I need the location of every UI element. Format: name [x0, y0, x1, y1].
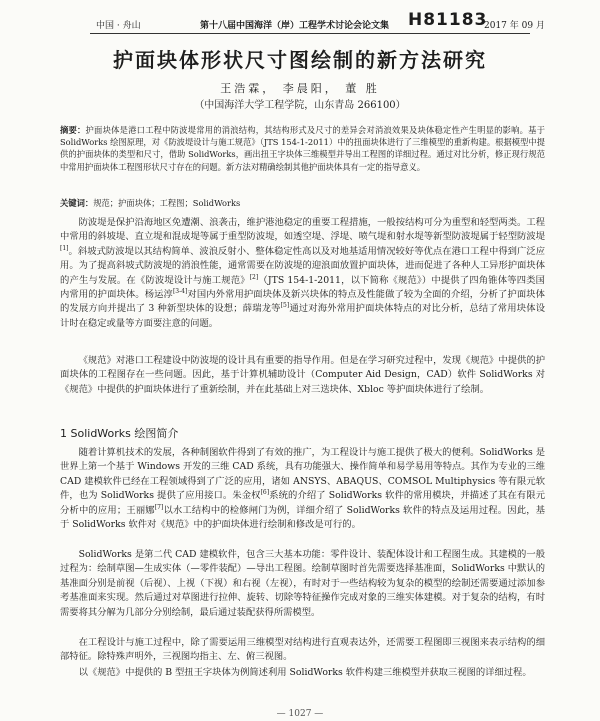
author-list: 王浩霖， 李晨阳， 董 胜: [220, 82, 380, 95]
section-1-paragraph-1: 随着计算机技术的发展，各种制图软件得到了有效的推广，为工程设计与施工提供了极大的便利。SolidWorks 是世界上第一个基于 Windows 开发的三维 CAD 系统，具有功能强大、操作简单和易学易用等特点。其作为专业的三维 CAD 建模软件已经在工程领域得到了广泛的应用，诸如 ANSYS、ABAQUS、COMSOL Multiphysics 等有限元软件，也为 SolidWorks 提供了应用接口。朱金权[6]系统的介绍了 SolidWorks 软件的常用模块，并描述了其在有限元分析中的应用；王丽娜[7]以水工结构中的检修闸门为例，详细介绍了 SolidWorks 软件的特点及运用过程。因此，基于 SolidWorks 软件对《规范》中的护面块体进行绘制和修改是可行的。: [60, 447, 545, 531]
section-1-paragraph-2: SolidWorks 是第二代 CAD 建模软件，包含三大基本功能：零件设计、装配体设计和工程图生成。其建模的一般过程为：绘制草图—生成实体（—零件装配）—导出工程图。绘制草图时首先需要选择基准面，SolidWorks 中默认的基准面分别是前视（后视）、上视（下视）和右视（左视），有时对于一些结构较为复杂的模型的绘制还需要通过添加参考基准面来实现。然后通过对草图进行拉伸、旋转、切除等特征操作完成对象的三维实体建模。对于复杂的结构，有时需要将其分解为几部分分别绘制，最后通过装配获得所需模型。: [60, 549, 545, 618]
page-number: — 1027 —: [276, 709, 324, 719]
citation: [6]: [260, 489, 270, 497]
header-date: 2017 年 09 月: [484, 21, 545, 31]
intro-paragraph-2: 《规范》对港口工程建设中防波堤的设计具有重要的指导作用。但是在学习研究过程中，发现《规范》中提供的护面块体的工程图存在一些问题。因此，基于计算机辅助设计（Computer Aid Design，CAD）软件 SolidWorks 对《规范》中提供的护面块体进行了重新绘制，并在此基础上对三迭块体、Xbloc 等护面块体进行了绘制。: [60, 355, 545, 395]
abstract-label: 摘要：: [60, 125, 86, 135]
keywords-text: 规范；护面块体；工程图；SolidWorks: [93, 198, 241, 208]
keywords-label: 关键词：: [60, 198, 94, 208]
citation: [3-4]: [172, 287, 188, 295]
intro-paragraph-1: 防波堤是保护沿海地区免遭潮、浪袭击，维护港池稳定的重要工程措施，一般按结构可分为重型和轻型两类。工程中常用的斜坡堤、直立堤和混成堤等属于重型防波堤，如透空堤、浮堤、喷气堤和射水堤等新型防波堤属于轻型防波堤[1]。斜坡式防波堤以其结构简单、波浪反射小、整体稳定性高以及对地基适用情况较好等优点在港口工程中得到广泛应用。为了提高斜坡式防波堤的消浪性能，通常需要在防波堤的迎浪面放置护面块体，进而促进了各种人工异形护面块体的产生与发展。在《防波堤设计与施工规范》[2]（JTS 154-1-2011，以下简称《规范》）中提供了四角锥体等四类国内常用的护面块体。杨运淳[3-4]对国内外常用护面块体及新兴块体的特点及性能做了较为全面的介绍，分析了护面块体的发展方向并提出了 3 种新型块体的设想；薛瑞龙等[5]通过对海外常用护面块体特点的对比分析，总结了常用块体设计时在稳定或量等方面要注意的问题。: [60, 217, 545, 329]
citation: [1]: [60, 244, 69, 252]
citation: [7]: [154, 503, 164, 511]
header-conference: 第十八届中国海洋（岸）工程学术讨论会论文集: [200, 21, 390, 31]
keywords: [60, 196, 545, 210]
section-1-paragraph-4: 以《规范》中提供的 B 型扭王字块体为例简述利用 SolidWorks 软件构建三维模型并获取三视图的详细过程。: [78, 667, 532, 678]
citation: [2]: [249, 273, 259, 281]
paper-title: 护面块体形状尺寸图绘制的新方法研究: [113, 48, 487, 72]
header-location: 中国 · 舟山: [96, 21, 141, 31]
section-1-paragraph-3: 在工程设计与施工过程中，除了需要运用三维模型对结构进行直观表达外，还需要工程图即三视图来表示结构的细部特征。除特殊声明外，三视图均指主、左、俯三视图。: [60, 637, 545, 663]
citation: [5]: [280, 302, 290, 310]
section-1-heading: 1 SolidWorks 绘图简介: [60, 427, 179, 440]
abstract: [60, 124, 545, 173]
header-rule: [90, 33, 530, 34]
abstract-text: 护面块体是港口工程中防波堤常用的消浪结构，其结构形式及尺寸的差异会对消浪效果及块体稳定性产生明显的影响。基于 SolidWorks 绘图原理，对《防波堤设计与施工规范》（JTS 154-1-2011）中的扭面块体进行了三维模型的重新构建。根据模型中提供的护面块体的类型和尺寸，借助 SolidWorks，画出扭王字块体三维模型并导出工程图的详细过程。通过对比分析，修正现行规范中常用护面块体工程图形状尺寸存在的问题。新方法对精确绘制其他护面块体具有一定的指导意义。: [60, 125, 545, 172]
affiliation: （中国海洋大学工程学院，山东青岛 266100）: [194, 100, 406, 111]
header-handwritten-code: H81183: [408, 10, 488, 30]
